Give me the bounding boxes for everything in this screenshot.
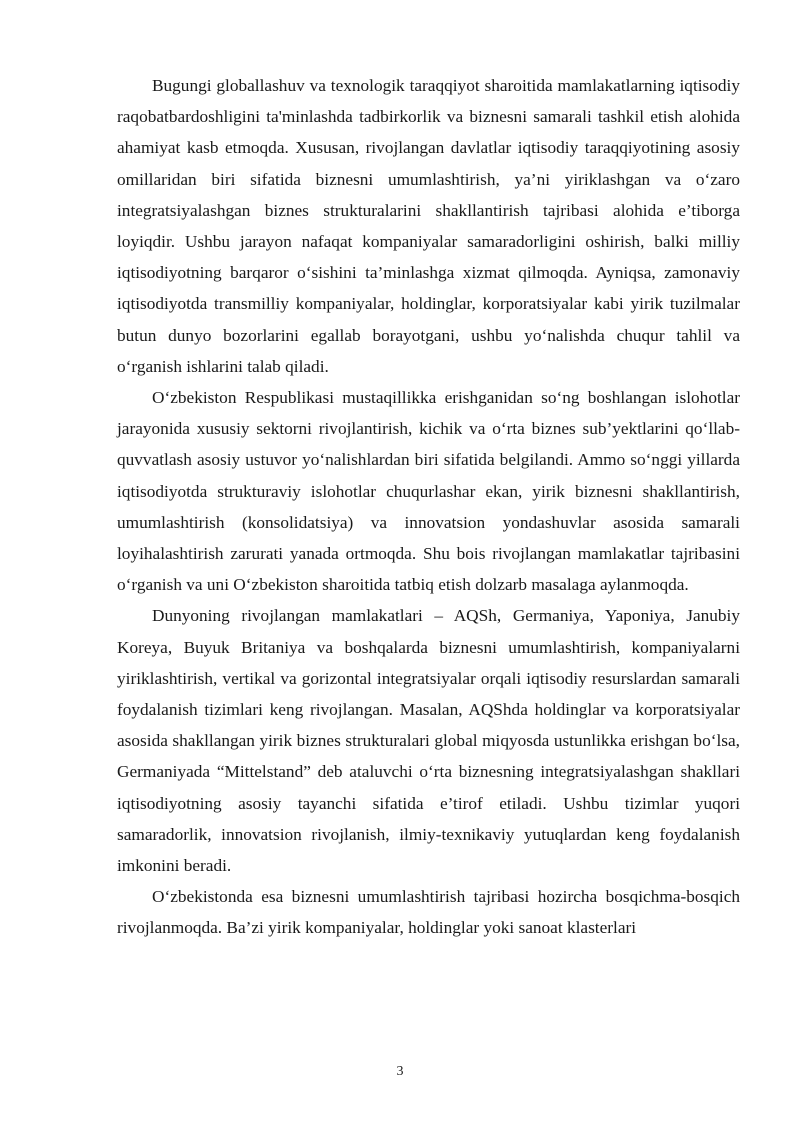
- paragraph-developed-countries: Dunyoning rivojlangan mamlakatlari – AQSh, Germaniya, Yaponiya, Janubiy Koreya, Buyuk Britaniya va boshqalarda biznesni umumlashtirish, kompaniyalarni yiriklashtirish, vertikal va gorizontal integratsiyalar orqali iqtisodiy resurslardan samarali foydalanish tizimlari keng rivojlangan. Masalan, AQShda holdinglar va korporatsiyalar asosida shakllangan yirik biznes strukturalari global miqyosda ustunlikka erishgan bo‘lsa, Germaniyada “Mittelstand” deb ataluvchi o‘rta biznesning integratsiyalashgan shakllari iqtisodiyotning asosiy tayanchi sifatida e’tirof etiladi. Ushbu tizimlar yuqori samaradorlik, innovatsion rivojlanish, ilmiy-texnikaviy yutuqlardan keng foydalanish imkonini beradi.: [117, 606, 740, 876]
- paragraph-uzbekistan-reforms: O‘zbekiston Respublikasi mustaqillikka erishganidan so‘ng boshlangan islohotlar jarayonida xususiy sektorni rivojlantirish, kichik va o‘rta biznes sub’yektlarini qo‘llab-quvvatlash asosiy ustuvor yo‘nalishlardan biri sifatida belgilandi. Ammo so‘nggi yillarda iqtisodiyotda strukturaviy islohotlar chuqurlashar ekan, yirik biznesni shakllantirish, umumlashtirish (konsolidatsiya) va innovatsion yondashuvlar asosida samarali loyihalashtirish zarurati yanada ortmoqda. Shu bois rivojlangan mamlakatlar tajribasini o‘rganish va uni O‘zbekiston sharoitida tatbiq etish dolzarb masalaga aylanmoqda.: [117, 388, 740, 595]
- document-page: [117, 70, 740, 944]
- page-number: 3: [396, 1064, 404, 1079]
- paragraph-globalization-intro: Bugungi globallashuv va texnologik taraqqiyot sharoitida mamlakatlarning iqtisodiy raqobatbardoshligini ta'minlashda tadbirkorlik va biznesni samarali tashkil etish alohida ahamiyat kasb etmoqda. Xususan, rivojlangan davlatlar iqtisodiy taraqqiyotining asosiy omillaridan biri sifatida biznesni umumlashtirish, ya’ni yiriklashgan va o‘zaro integratsiyalashgan biznes strukturalarini shakllantirish tajribasi alohida e’tiborga loyiqdir. Ushbu jarayon nafaqat kompaniyalar samaradorligini oshirish, balki milliy iqtisodiyotning barqaror o‘sishini ta’minlashga xizmat qilmoqda. Ayniqsa, zamonaviy iqtisodiyotda transmilliy kompaniyalar, holdinglar, korporatsiyalar kabi yirik tuzilmalar butun dunyo bozorlarini egallab borayotgani, ushbu yo‘nalishda chuqur tahlil va o‘rganish ishlarini talab qiladi.: [117, 76, 740, 376]
- paragraph-uzbekistan-experience: O‘zbekistonda esa biznesni umumlashtirish tajribasi hozircha bosqichma-bosqich rivojlanmoqda. Ba’zi yirik kompaniyalar, holdinglar yoki sanoat klasterlari: [117, 887, 740, 938]
